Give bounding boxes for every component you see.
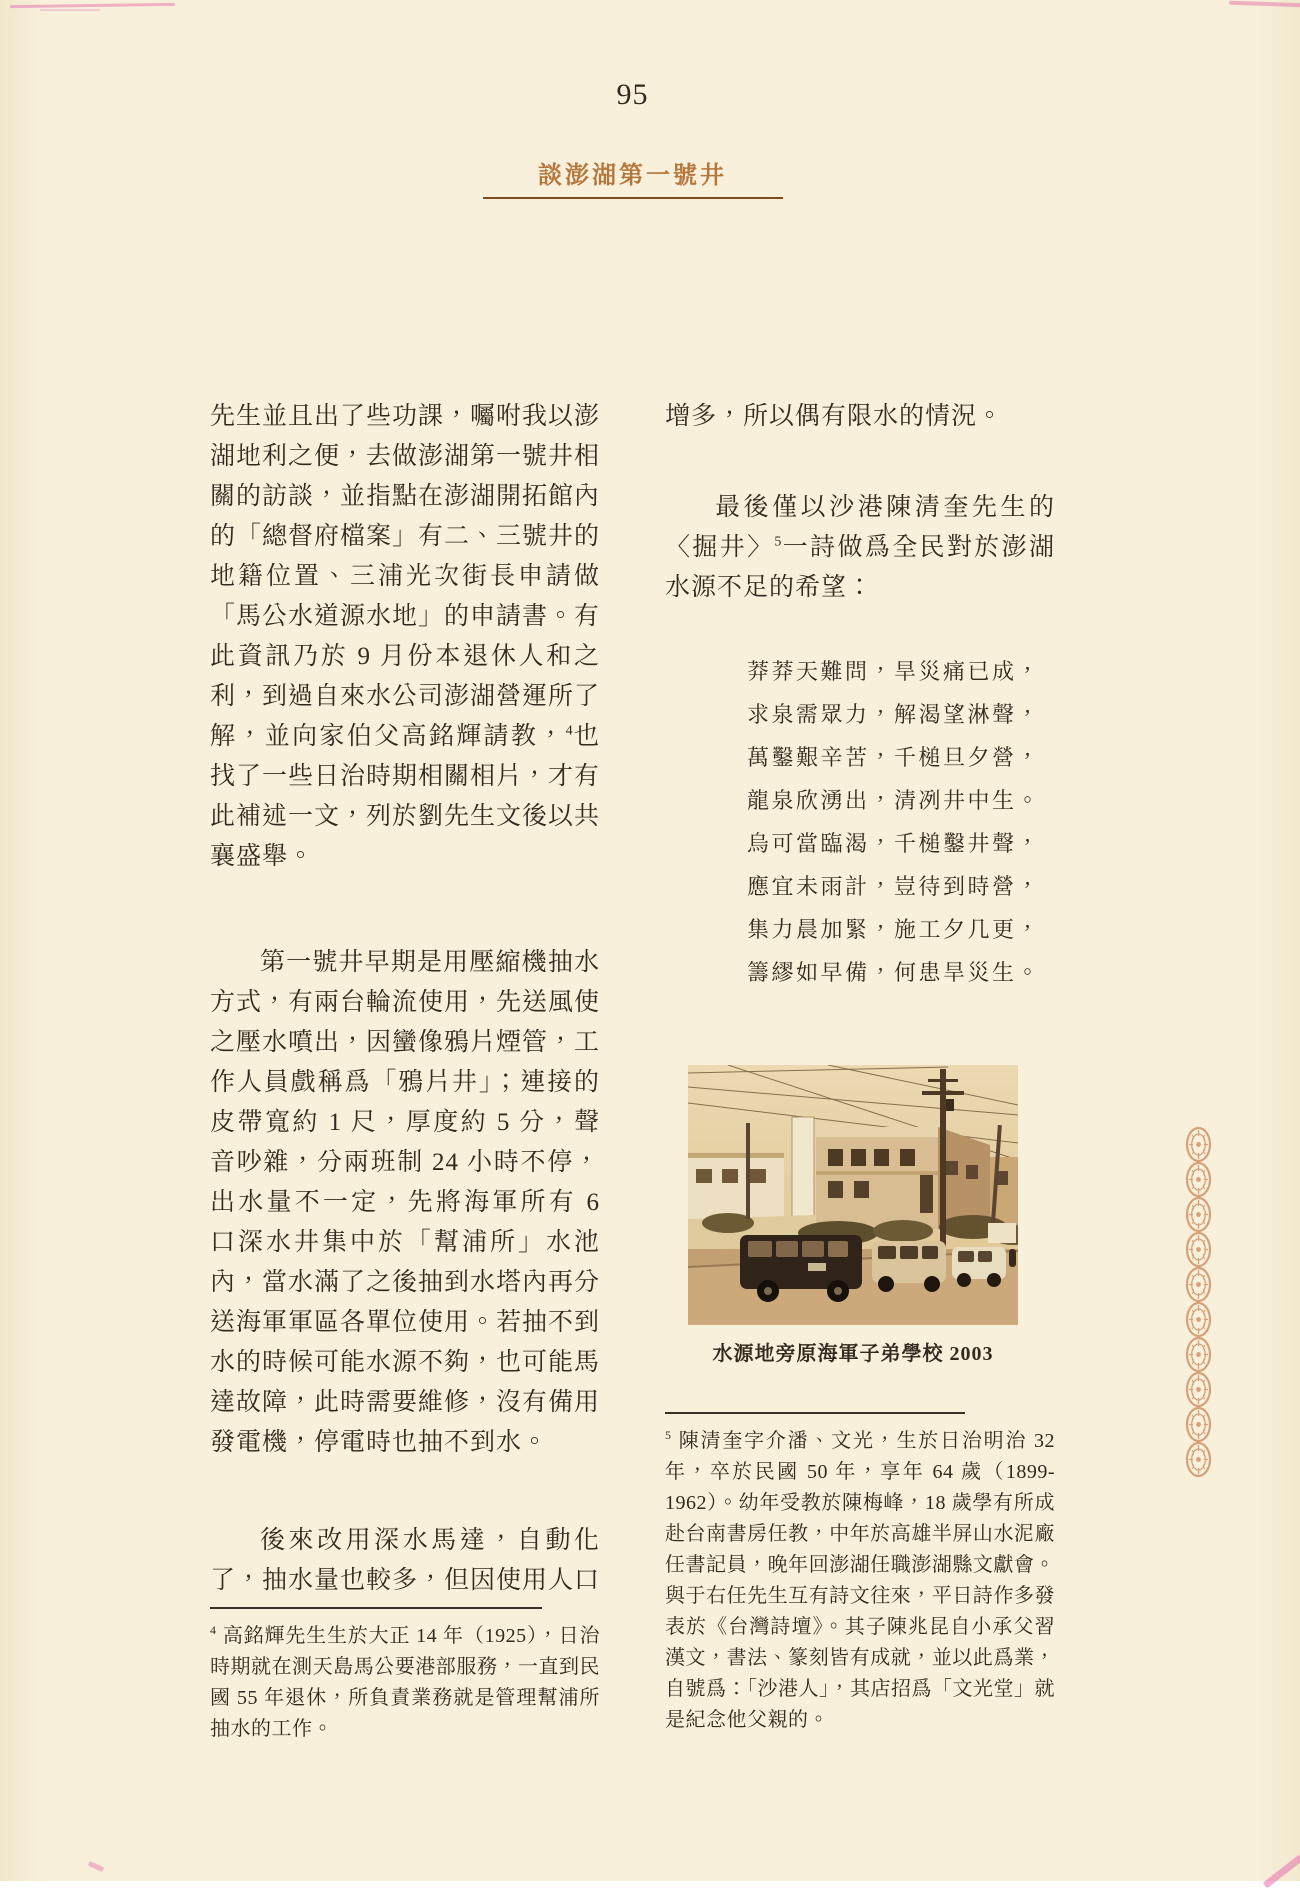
footnote-text: 高銘輝先生生於大正 14 年（1925），日治時期就在測天島馬公要港部服務，一直到民國 55 年退休，所負責業務就是管理幫浦所抽水的工作。 [210, 1625, 600, 1740]
ornament-stamp-icon [1185, 1301, 1212, 1338]
page-number: 95 [616, 78, 649, 111]
paragraph-text: 最後僅以沙港陳清奎先生的〈掘井〉 [665, 494, 1055, 561]
title-underline [483, 197, 783, 199]
photo-caption: 水源地旁原海軍子弟學校 2003 [712, 1343, 994, 1365]
ornament-stamp-icon [1185, 1266, 1212, 1303]
footnote-5 [665, 1426, 1055, 1736]
ornament-stamp-icon [1185, 1196, 1212, 1233]
scan-artifact-bottom-left [88, 1861, 105, 1872]
left-paragraph-3: 後來改用深水馬達，自動化了，抽水量也較多，但因使用人口 [210, 1527, 601, 1594]
scan-artifact-top-left [10, 3, 175, 8]
poem-line: 烏可當臨渴，千槌鑿井聲， [747, 831, 1042, 856]
ornament-stamp-icon [1185, 1161, 1212, 1198]
footnote-text: 陳清奎字介潘、文光，生於日治明治 32 年，卒於民國 50 年，享年 64 歲（1899-1962）。幼年受教於陳梅峰，18 歲學有所成赴台南書房任教，中年於高雄半屏山水泥廠任書記員，晚年回澎湖任職澎湖縣文獻會。與于右任先生互有詩文往來，平日詩作多發表於《台灣詩壇》。其子陳兆昆自小承父習漢文，書法、篆刻皆有成就，並以此爲業，自號爲：「沙港人」，其店招爲「文光堂」就是紀念他父親的。 [665, 1430, 1055, 1731]
scan-artifact-bottom-right [1263, 1855, 1300, 1888]
footnote-marker-4: 4 [210, 1623, 217, 1638]
poem-jue-jing [747, 650, 1055, 994]
edge-ornament-column [1183, 1128, 1213, 1478]
ornament-stamp-icon [1185, 1336, 1212, 1373]
footnote-ref-5: 5 [774, 534, 782, 550]
left-paragraph-2: 第一號井早期是用壓縮機抽水方式，有兩台輪流使用，先送風使之壓水噴出，因蠻像鴉片煙管，工作人員戲稱爲「鴉片井」；連接的皮帶寬約 1 尺，厚度約 5 分，聲音吵雜，分兩班制 24 小時不停，出水量不一定，先將海軍所有 6 口深水井集中於「幫浦所」水池內，當水滿了之後抽到水塔內再分送海軍軍區各單位使用。若抽不到水的時候可能水源不夠，也可能馬達故障，此時需要維修，沒有備用發電機，停電時也抽不到水。 [210, 949, 601, 1456]
ornament-stamp-icon [1185, 1231, 1212, 1268]
ornament-stamp-icon [1185, 1126, 1212, 1163]
white-shed [988, 1223, 1016, 1243]
poem-line: 萬鑿艱辛苦，千槌旦夕營， [747, 745, 1042, 770]
paragraph-text: 先生並且出了些功課，囑咐我以澎湖地利之便，去做澎湖第一號井相關的訪談，並指點在澎湖開拓館內的「總督府檔案」有二、三號井的地籍位置、三浦光次街長申請做「馬公水道源水地」的申請書。有此資訊乃於 9 月份本退休人和之利，到過自來水公司澎湖營運所了解，並向家伯父高銘輝請教， [210, 403, 601, 750]
right-column [665, 397, 1055, 1736]
right-paragraph-1: 增多，所以偶有限水的情況。 [665, 403, 1004, 430]
footnote-separator-right [665, 1412, 965, 1414]
ornament-stamp-icon [1185, 1371, 1212, 1408]
footnote-separator-left [210, 1607, 542, 1609]
page-title: 談澎湖第一號井 [538, 163, 727, 189]
page-title-block [210, 155, 1055, 199]
poem-line: 龍泉欣湧出，清冽井中生。 [747, 788, 1042, 813]
poem-line: 集力晨加緊，施工夕几更， [747, 917, 1042, 942]
poem-line: 莽莽天難問，旱災痛已成， [747, 659, 1042, 684]
footnote-4 [210, 1621, 600, 1745]
poem-line: 求泉需眾力，解渴望淋聲， [747, 702, 1042, 727]
left-paragraph-1 [210, 397, 600, 877]
photo-old-navy-school [688, 1065, 1018, 1325]
scan-artifact-top-left-2 [40, 9, 100, 11]
poem-line: 籌繆如早備，何患旱災生。 [747, 960, 1042, 985]
footnote-ref-4: 4 [565, 723, 573, 739]
pedestrian [1009, 1249, 1016, 1267]
footnote-marker-5: 5 [665, 1428, 672, 1443]
left-column [210, 397, 600, 1745]
photo-figure [688, 1065, 1018, 1366]
ornament-stamp-icon [1185, 1406, 1212, 1443]
sign-panel [792, 1117, 814, 1217]
paragraph-text: 也找了一些日治時期相關相片，才有此補述一文，列於劉先生文後以共襄盛舉。 [210, 723, 601, 870]
scan-artifact-top-right [1229, 1, 1300, 8]
right-paragraph-2 [665, 488, 1055, 608]
background-building [688, 1157, 784, 1219]
poem-line: 應宜未雨計，豈待到時營， [747, 874, 1042, 899]
ornament-stamp-icon [1185, 1441, 1212, 1478]
paragraph-text: 一詩做爲全民對於澎湖水源不足的希望： [665, 534, 1055, 601]
